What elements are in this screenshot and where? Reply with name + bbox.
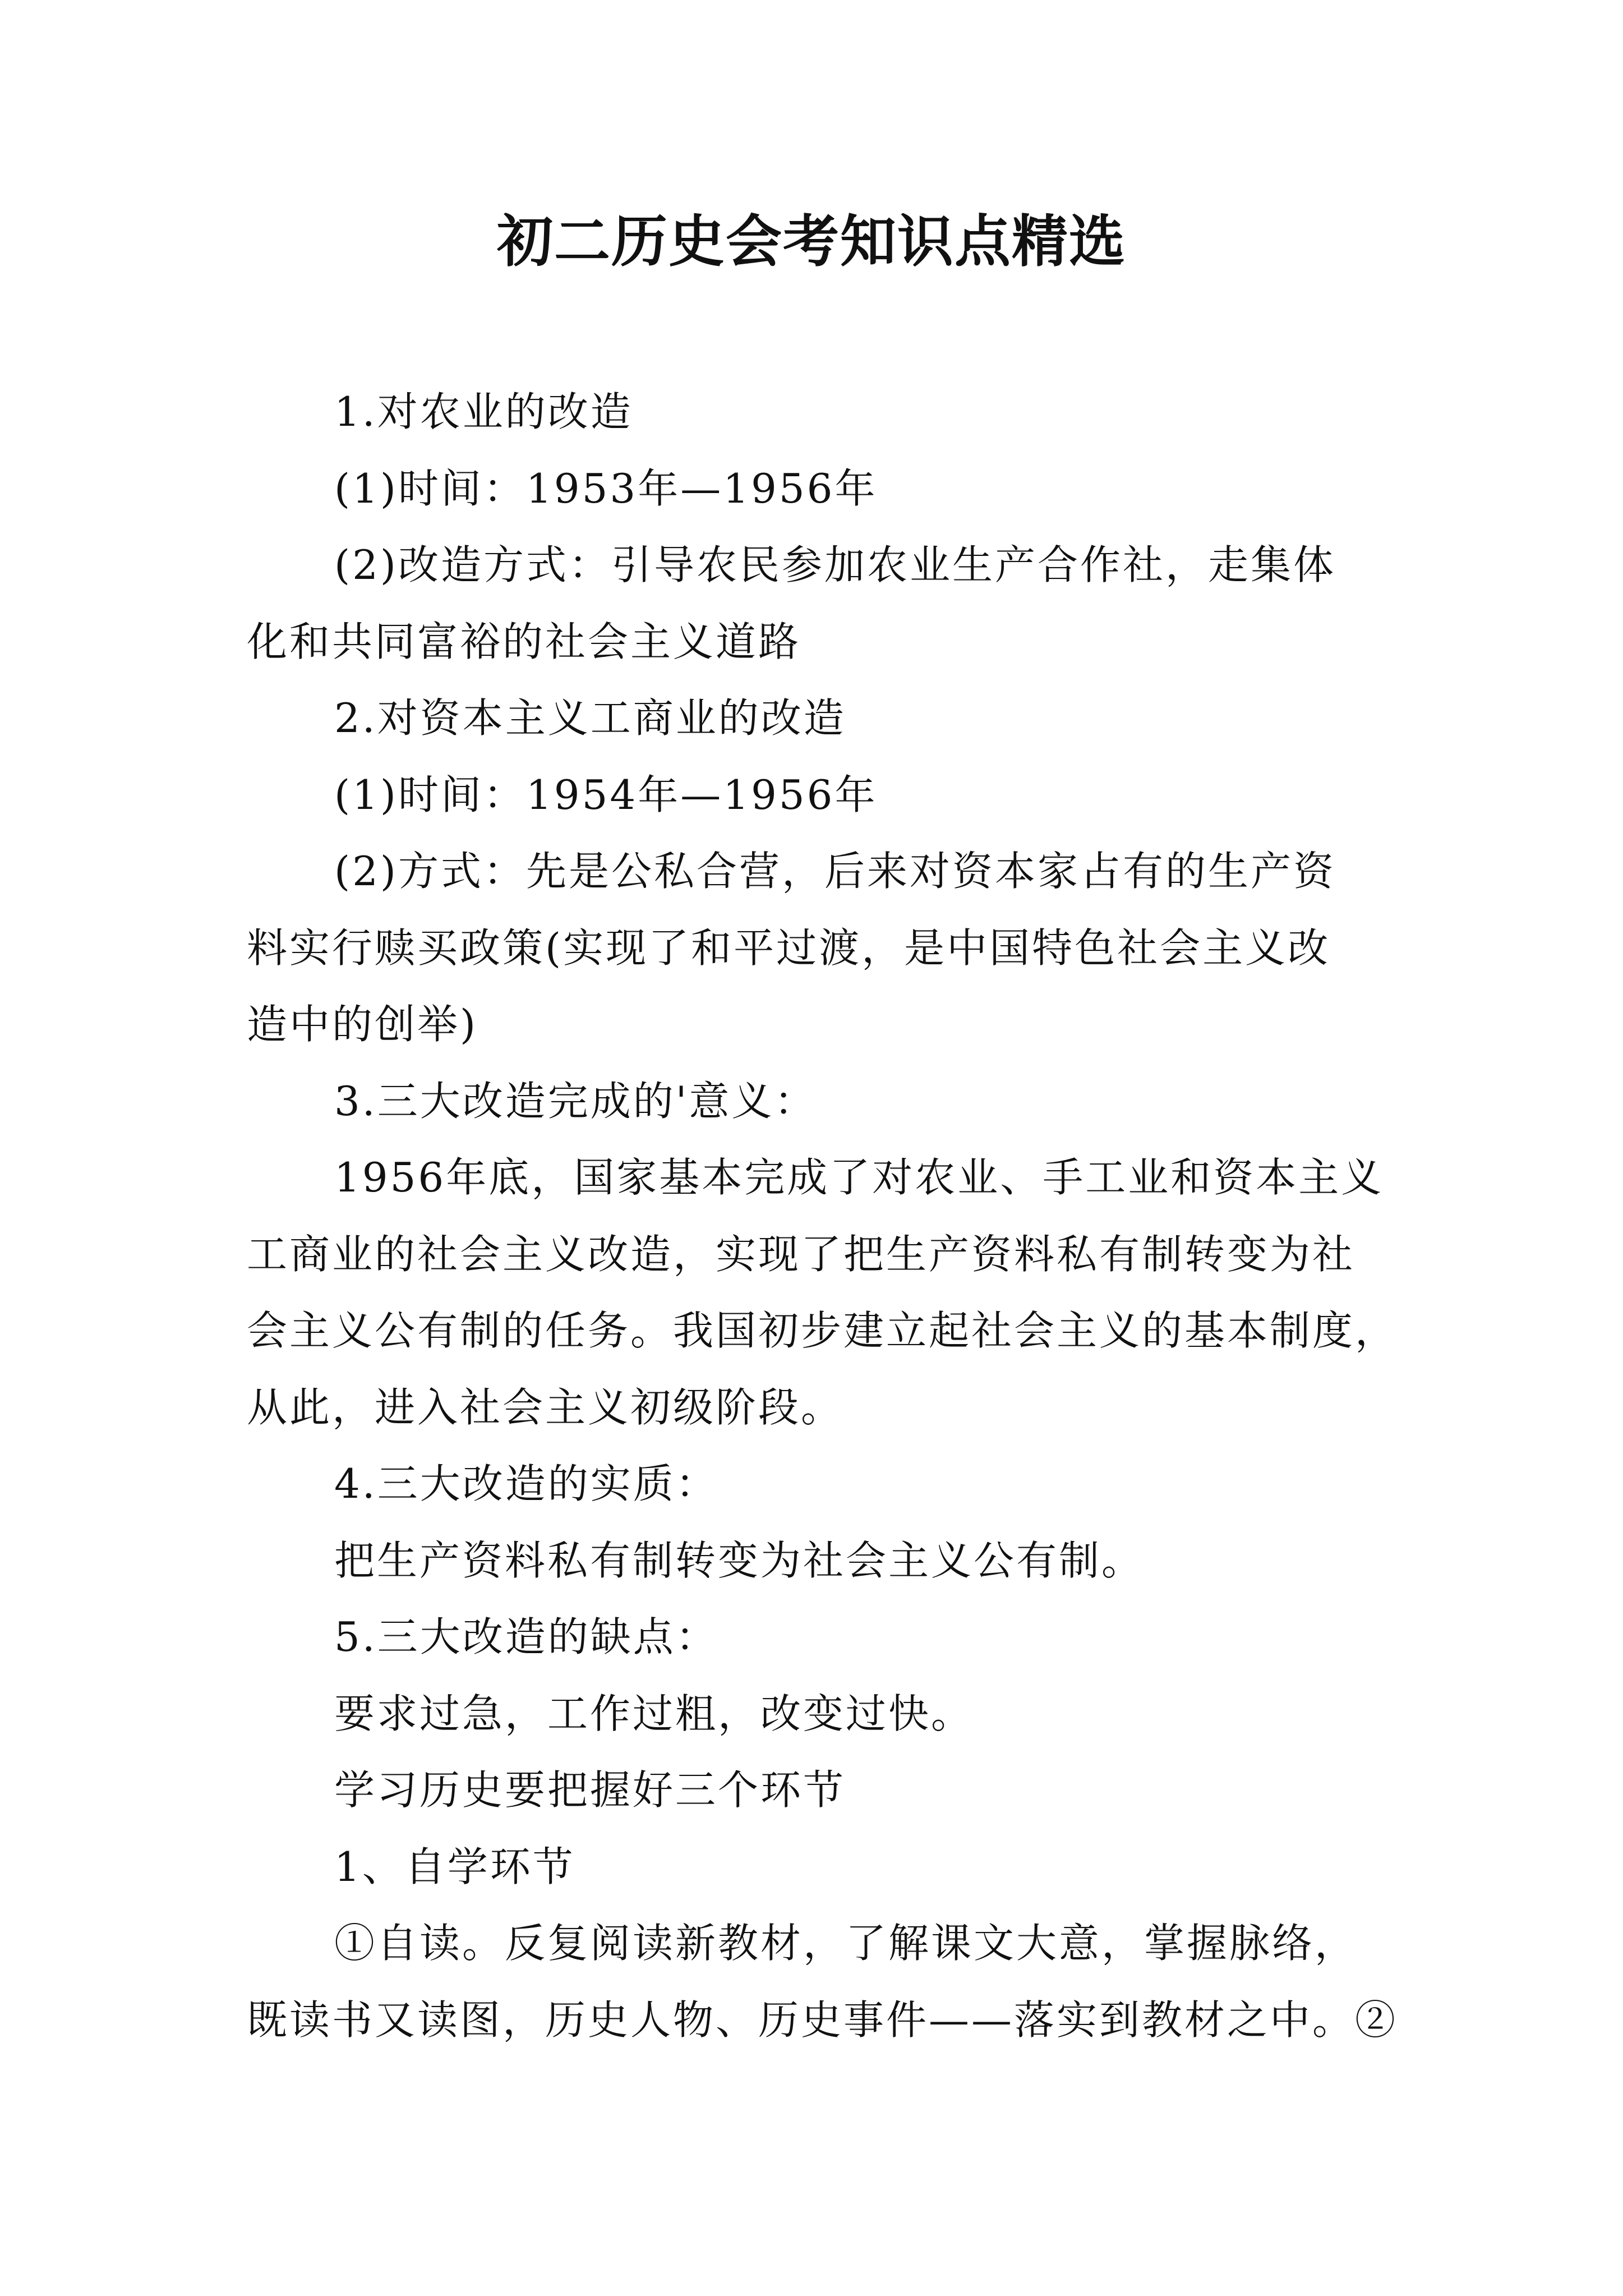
heading-study-tips: 学习历史要把握好三个环节: [334, 1766, 846, 1814]
heading-agriculture-reform: 1.对农业的改造: [334, 388, 633, 435]
document-body: [247, 374, 1398, 2058]
self-study-text-cont: 既读书又读图，历史人物、历史事件——落实到教材之中。②: [247, 1996, 1398, 2044]
agriculture-method-cont: 化和共同富裕的社会主义道路: [247, 618, 801, 665]
study-step-self-study: 1、自学环节: [334, 1843, 575, 1890]
capitalist-method-cont-2: 造中的创举): [247, 1001, 478, 1048]
agriculture-time: (1)时间：1953年—1956年: [334, 464, 878, 512]
significance-text-cont-3: 从此，进入社会主义初级阶段。: [247, 1383, 844, 1431]
capitalist-method-cont-1: 料实行赎买政策(实现了和平过渡，是中国特色社会主义改: [247, 924, 1331, 972]
heading-significance: 3.三大改造完成的'意义：: [334, 1077, 817, 1125]
heading-essence: 4.三大改造的实质：: [334, 1460, 718, 1507]
heading-capitalist-reform: 2.对资本主义工商业的改造: [334, 694, 846, 742]
heading-shortcomings: 5.三大改造的缺点：: [334, 1613, 718, 1660]
capitalist-time: (1)时间：1954年—1956年: [334, 771, 878, 818]
significance-text: 1956年底，国家基本完成了对农业、手工业和资本主义: [334, 1154, 1384, 1201]
self-study-text: ①自读。反复阅读新教材，了解课文大意，掌握脉络，: [334, 1920, 1358, 1967]
shortcomings-text: 要求过急，工作过粗，改变过快。: [334, 1690, 974, 1737]
document-title: 初二历史会考知识点精选: [497, 208, 1126, 274]
significance-text-cont-1: 工商业的社会主义改造，实现了把生产资料私有制转变为社: [247, 1230, 1355, 1278]
essence-text: 把生产资料私有制转变为社会主义公有制。: [334, 1536, 1145, 1584]
agriculture-method: (2)改造方式：引导农民参加农业生产合作社，走集体: [334, 541, 1336, 588]
capitalist-method: (2)方式：先是公私合营，后来对资本家占有的生产资: [334, 848, 1336, 895]
significance-text-cont-2: 会主义公有制的任务。我国初步建立起社会主义的基本制度，: [247, 1307, 1398, 1354]
